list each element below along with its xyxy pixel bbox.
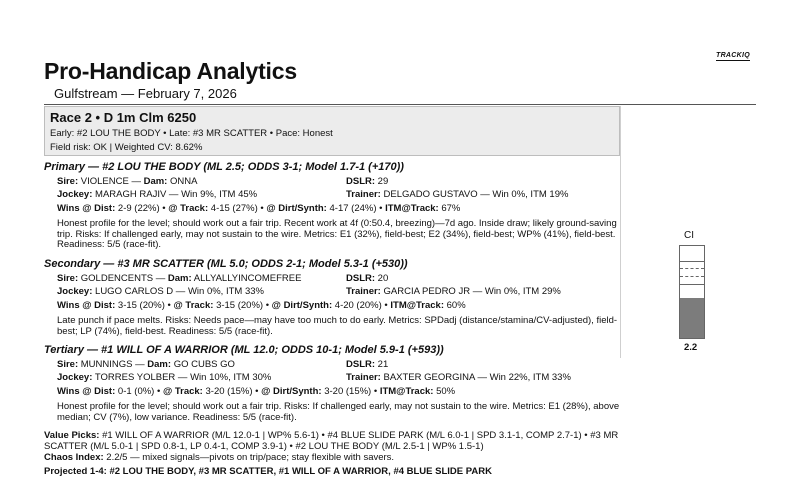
wins-dist-value: 2-9 (22%) <box>117 203 160 214</box>
wins-surface-value: 3-20 (15%) <box>324 386 372 397</box>
pedigree-row: Sire: MUNNINGS — Dam: GO CUBS GO DSLR: 21 <box>57 359 389 370</box>
page-title: Pro-Handicap Analytics <box>44 58 297 84</box>
wins-dist-value: 3-15 (20%) <box>117 300 165 311</box>
wins-track-value: 3-15 (20%) <box>216 300 264 311</box>
value-picks-text: #1 WILL OF A WARRIOR (M/L 12.0-1 | WP% 5.6-1) • #4 BLUE SLIDE PARK (M/L 6.0-1 | SPD 3.1-1, COMP 2.7-1) • #3 MR SCATTER (M/L 5.0-1 | SPD 0.8-1, LP 0.4-1, COMP 3.9-1) • #2 LOU THE BODY (M/L 2.5-1 | WP% 1.5-1) <box>44 430 619 452</box>
wins-row: Wins @ Dist: 0-1 (0%) • @ Track: 3-20 (15%) • @ Dirt/Synth: 3-20 (15%) • ITM@Track: 50% <box>57 386 456 397</box>
wins-surface-label: @ Dirt/Synth: <box>266 203 327 214</box>
sire-value: VIOLENCE <box>80 176 129 187</box>
itm-value: 50% <box>436 386 456 397</box>
ci-gauge-divider <box>680 276 704 277</box>
jockey-label: Jockey: <box>57 286 93 297</box>
chaos-index-text: 2.2/5 — mixed signals—pivots on trip/pace; stay flexible with savers. <box>106 452 395 463</box>
trainer-label: Trainer: <box>346 189 381 200</box>
jockey-label: Jockey: <box>57 189 93 200</box>
dslr-value: 20 <box>377 273 389 284</box>
pick-note: Honest profile for the level; should work out a fair trip. Recent work at 4f (0:50.4, breezing)—7d ago. Inside draw; likely ground-saving trip. Risks: If challenged early, may not sustain to the wire. Metrics: E1 (32%), field-best; E2 (34%), field-best; WP% (41%), field-best. Readiness: 5/5 (race-fit). <box>57 218 617 250</box>
trainer-value: GARCIA PEDRO JR — Win 0%, ITM 29% <box>383 286 561 297</box>
dslr-label: DSLR: <box>346 359 376 370</box>
pick-title: Tertiary — #1 WILL OF A WARRIOR (ML 12.0; ODDS 10-1; Model 5.9-1 (+593)) <box>44 344 444 356</box>
wins-row: Wins @ Dist: 3-15 (20%) • @ Track: 3-15 (20%) • @ Dirt/Synth: 4-20 (20%) • ITM@Track: 60% <box>57 300 466 311</box>
value-picks-label: Value Picks: <box>44 430 100 441</box>
wins-track-value: 3-20 (15%) <box>205 386 253 397</box>
sire-label: Sire: <box>57 273 79 284</box>
pick-primary <box>44 161 624 251</box>
ci-gauge <box>679 245 705 339</box>
wins-track-value: 4-15 (27%) <box>210 203 258 214</box>
pedigree-row: Sire: GOLDENCENTS — Dam: ALLYALLYINCOMEFREE DSLR: 20 <box>57 273 389 284</box>
dam-value: ONNA <box>170 176 198 187</box>
wins-row: Wins @ Dist: 2-9 (22%) • @ Track: 4-15 (27%) • @ Dirt/Synth: 4-17 (24%) • ITM@Track: 67% <box>57 203 461 214</box>
chaos-index-label: Chaos Index: <box>44 452 104 463</box>
connections-row <box>44 188 624 201</box>
pedigree-row: Sire: VIOLENCE — Dam: ONNA DSLR: 29 <box>57 176 389 187</box>
connections-row <box>44 285 624 298</box>
wins-surface-label: @ Dirt/Synth: <box>261 386 322 397</box>
pick-note: Late punch if pace melts. Risks: Needs pace—may have too much to do early. Metrics: SPDadj (distance/stamina/CV-adjusted), field-best; LP (74%), field-best. Readiness: 5/5 (race-fit). <box>57 315 618 337</box>
dam-label: Dam: <box>143 176 168 187</box>
pick-tertiary <box>44 344 624 423</box>
sire-value: MUNNINGS <box>80 359 133 370</box>
wins-surface-value: 4-20 (20%) <box>334 300 382 311</box>
wins-surface-value: 4-17 (24%) <box>329 203 377 214</box>
sire-label: Sire: <box>57 176 79 187</box>
dam-value: ALLYALLYINCOMEFREE <box>193 273 302 284</box>
chaos-index <box>44 453 624 464</box>
dam-label: Dam: <box>167 273 192 284</box>
value-picks <box>44 431 624 452</box>
projected-text: #2 LOU THE BODY, #3 MR SCATTER, #1 WILL OF A WARRIOR, #4 BLUE SLIDE PARK <box>109 466 492 477</box>
dam-value: GO CUBS GO <box>173 359 235 370</box>
pick-secondary <box>44 258 624 337</box>
projected-order <box>44 467 624 478</box>
itm-value: 60% <box>446 300 466 311</box>
dslr-value: 21 <box>377 359 389 370</box>
wins-surface-label: @ Dirt/Synth: <box>271 300 333 311</box>
trainer-label: Trainer: <box>346 286 381 297</box>
wins-track-label: @ Track: <box>173 300 214 311</box>
wins-track-label: @ Track: <box>162 386 203 397</box>
race-pace-line: Early: #2 LOU THE BODY • Late: #3 MR SCATTER • Pace: Honest <box>50 128 333 139</box>
connections-row <box>44 371 624 384</box>
ci-gauge-fill <box>680 298 704 338</box>
projected-label: Projected 1-4: <box>44 466 107 477</box>
ci-gauge-divider <box>680 284 704 285</box>
jockey-value: LUGO CARLOS D — Win 0%, ITM 33% <box>95 286 264 297</box>
dslr-label: DSLR: <box>346 273 376 284</box>
sire-label: Sire: <box>57 359 79 370</box>
ci-gauge-divider <box>680 268 704 269</box>
ci-gauge-value: 2.2 <box>684 342 698 353</box>
trackiq-logo: TRACKIQ <box>716 52 750 59</box>
dam-label: Dam: <box>147 359 172 370</box>
jockey-label: Jockey: <box>57 372 93 383</box>
wins-track-label: @ Track: <box>168 203 209 214</box>
ci-gauge-divider <box>680 261 704 262</box>
race-summary-box <box>44 106 620 156</box>
page-subtitle: Gulfstream — February 7, 2026 <box>54 86 237 101</box>
itm-value: 67% <box>441 203 461 214</box>
wins-dist-value: 0-1 (0%) <box>117 386 155 397</box>
jockey-value: MARAGH RAJIV — Win 9%, ITM 45% <box>95 189 258 200</box>
wins-dist-label: Wins @ Dist: <box>57 386 116 397</box>
pick-title: Secondary — #3 MR SCATTER (ML 5.0; ODDS 2-1; Model 5.3-1 (+530)) <box>44 258 408 270</box>
dslr-value: 29 <box>377 176 389 187</box>
ci-gauge-label: CI <box>684 230 694 241</box>
pick-note: Honest profile for the level; should work out a fair trip. Risks: If challenged early, may not sustain to the wire. Metrics: E1 (28%), above median; CV (7%), low variance. Readiness: 5/5 (race-fit). <box>57 401 620 423</box>
wins-dist-label: Wins @ Dist: <box>57 203 116 214</box>
itm-label: ITM@Track: <box>379 386 434 397</box>
wins-dist-label: Wins @ Dist: <box>57 300 116 311</box>
dslr-label: DSLR: <box>346 176 376 187</box>
sire-value: GOLDENCENTS <box>80 273 154 284</box>
pick-title: Primary — #2 LOU THE BODY (ML 2.5; ODDS 3-1; Model 1.7-1 (+170)) <box>44 161 404 173</box>
itm-label: ITM@Track: <box>385 203 439 214</box>
jockey-value: TORRES YOLBER — Win 10%, ITM 30% <box>94 372 272 383</box>
trainer-value: DELGADO GUSTAVO — Win 0%, ITM 19% <box>383 189 569 200</box>
race-risk-line: Field risk: OK | Weighted CV: 8.62% <box>50 142 203 153</box>
trainer-label: Trainer: <box>346 372 381 383</box>
itm-label: ITM@Track: <box>390 300 444 311</box>
race-title: Race 2 • D 1m Clm 6250 <box>50 110 197 125</box>
trainer-value: BAXTER GEORGINA — Win 22%, ITM 33% <box>383 372 571 383</box>
header-rule <box>44 104 756 105</box>
